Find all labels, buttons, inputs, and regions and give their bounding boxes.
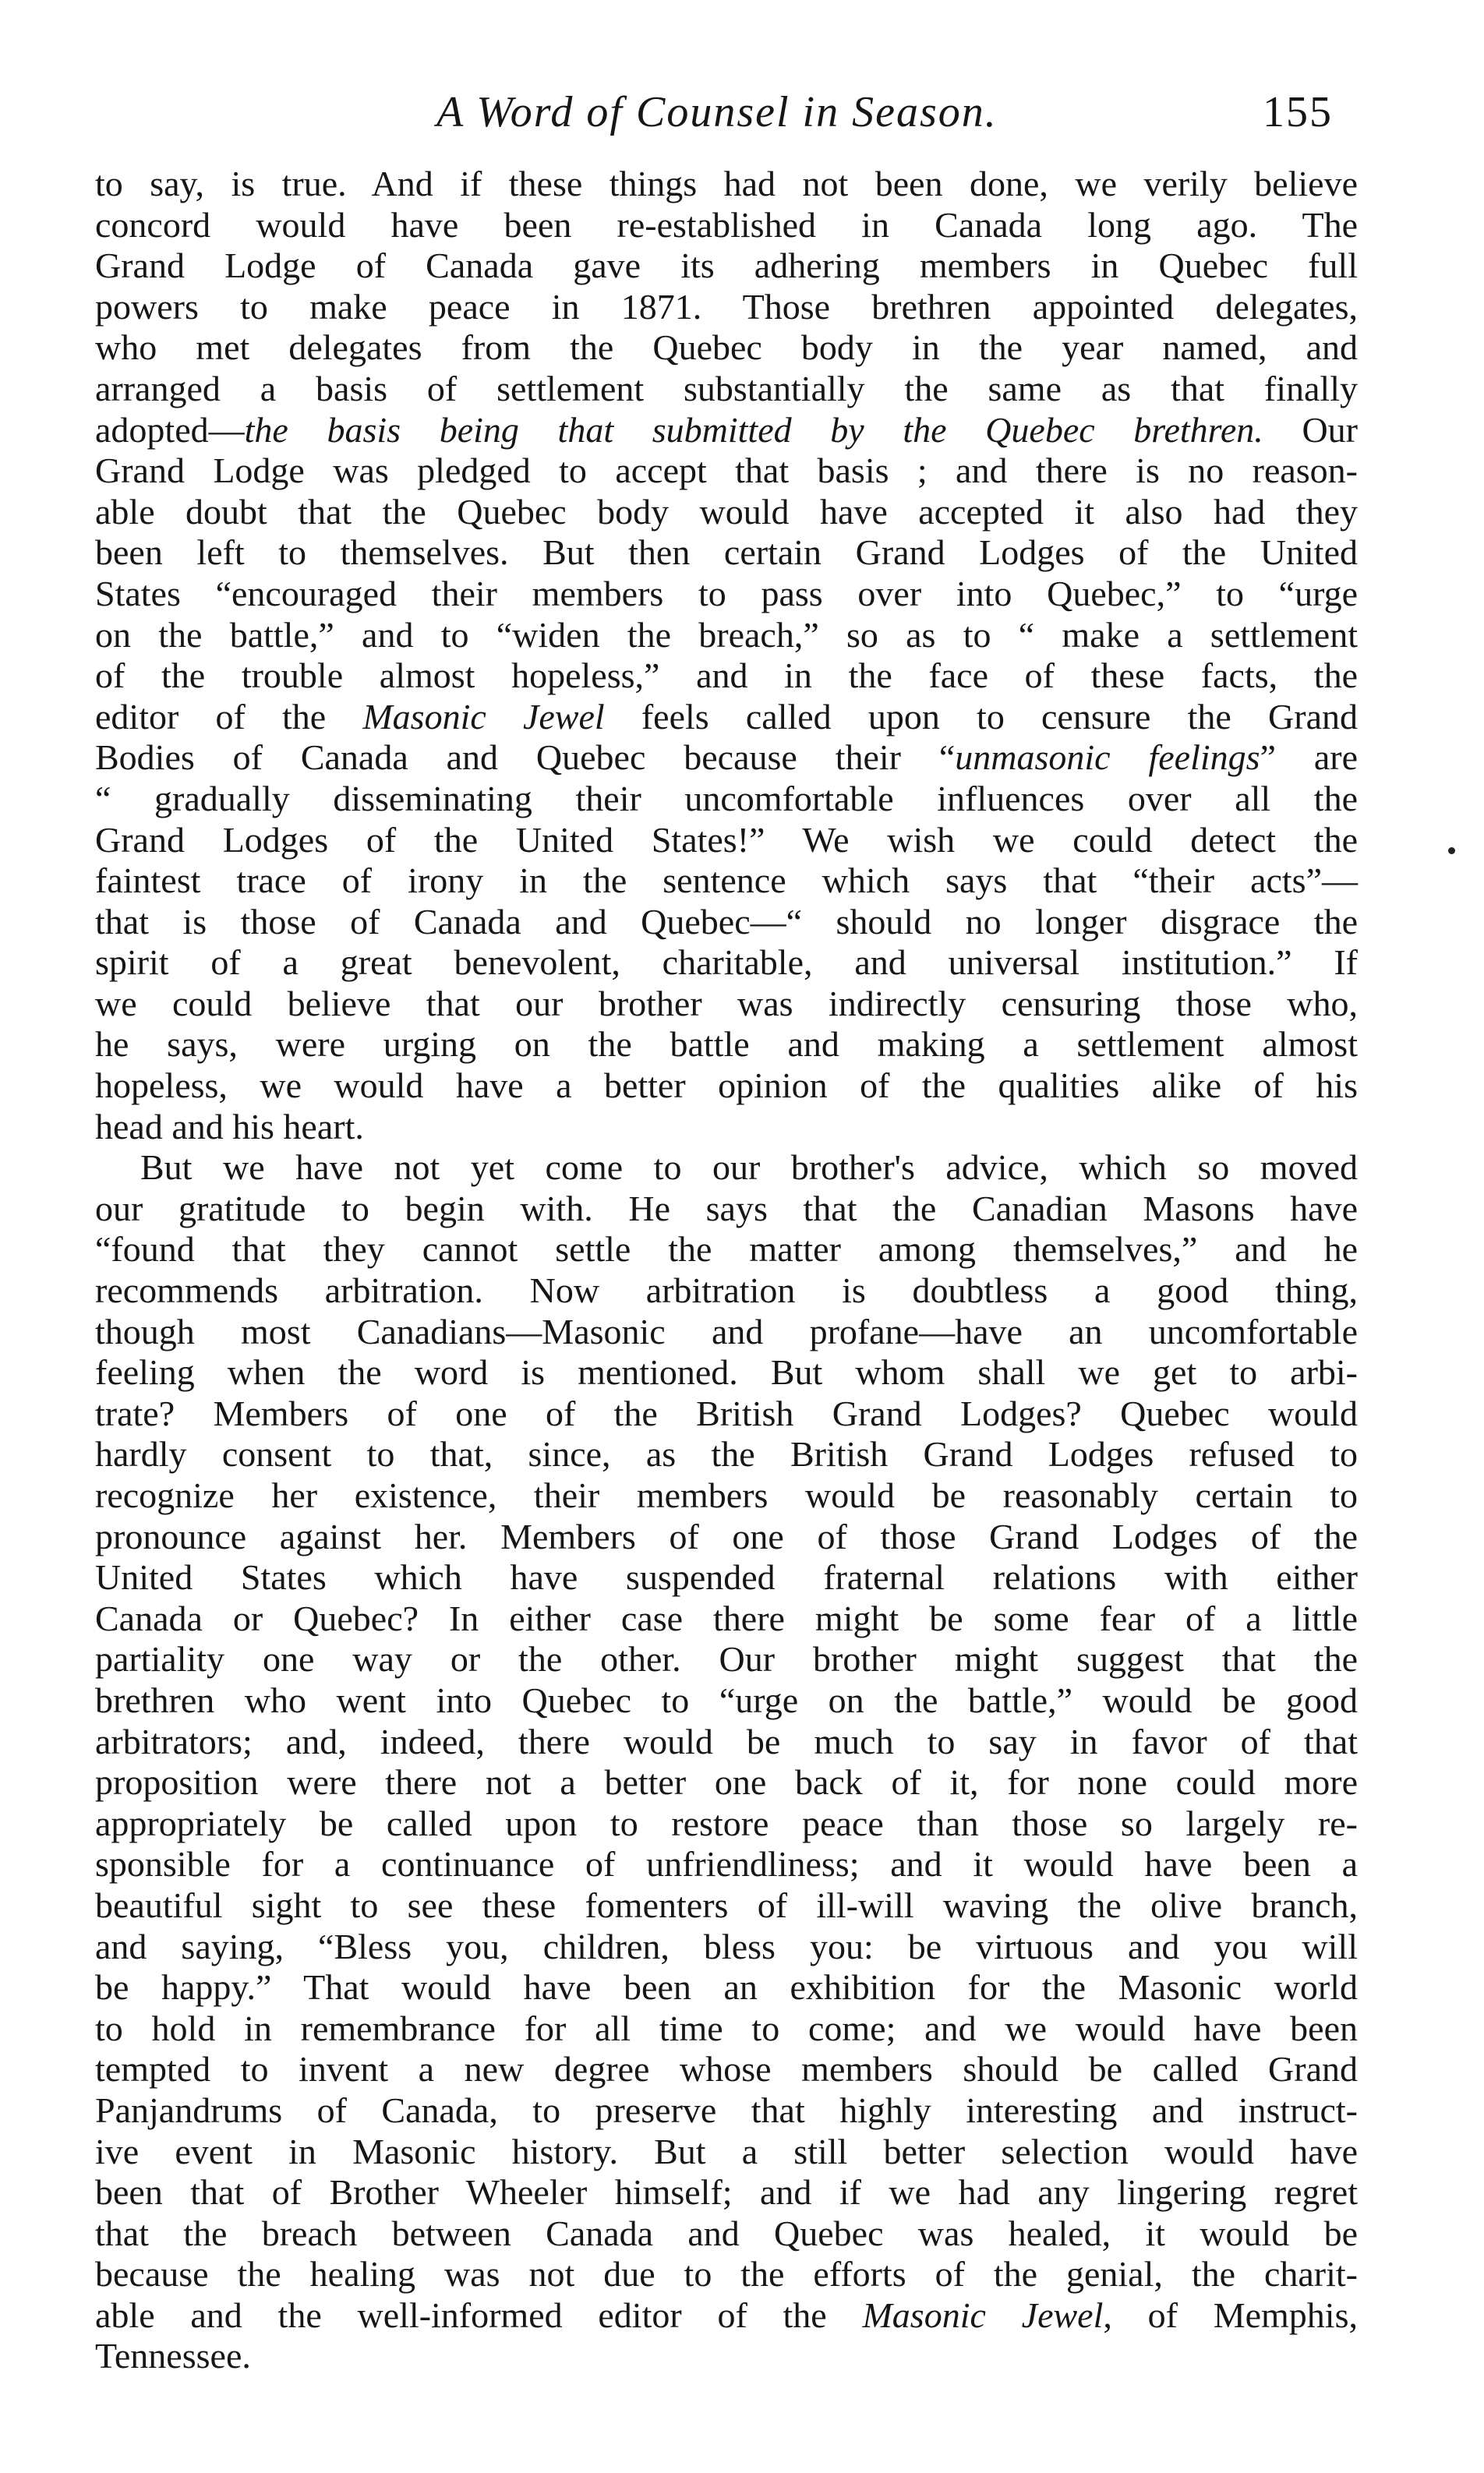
text-line	[95, 1599, 1358, 1640]
text-segment: though most Canadians—Masonic and profane—have an uncomfortable	[95, 1311, 1358, 1351]
text-line	[95, 942, 1358, 984]
page-number: 155	[1263, 88, 1333, 136]
text-line	[95, 697, 1358, 738]
text-segment: concord would have been re-established in Canada long ago. The	[95, 204, 1358, 245]
text-line	[95, 2336, 1358, 2377]
text-segment: able doubt that the Quebec body would have accepted it also had they	[95, 491, 1358, 532]
text-line	[95, 902, 1358, 943]
text-segment: adopted—	[95, 409, 245, 450]
italic-text-segment: Masonic Jewel	[362, 696, 605, 737]
text-line	[95, 1312, 1358, 1353]
margin-dot-mark	[1448, 847, 1455, 854]
text-line	[95, 287, 1358, 328]
text-segment: appropriately be called upon to restore peace than those so largely re-	[95, 1803, 1358, 1843]
text-line	[95, 1107, 1358, 1148]
text-segment: of the trouble almost hopeless,” and in the face of these facts, the	[95, 655, 1358, 696]
text-line	[95, 2213, 1358, 2255]
text-line	[95, 2172, 1358, 2213]
text-segment: he says, were urging on the battle and making a settlement almost	[95, 1024, 1358, 1065]
text-segment: Bodies of Canada and Quebec because their “	[95, 737, 956, 778]
text-line	[95, 1189, 1358, 1230]
text-line	[95, 1394, 1358, 1435]
text-segment: Tennessee.	[95, 2336, 251, 2376]
text-line	[95, 1352, 1358, 1394]
text-segment: that the breach between Canada and Quebec was healed, it would be	[95, 2213, 1358, 2253]
text-segment: ” are	[1260, 737, 1358, 778]
text-line	[95, 1680, 1358, 1722]
text-segment: head and his heart.	[95, 1106, 364, 1146]
text-segment: trate? Members of one of the British Grand Lodges? Quebec would	[95, 1393, 1358, 1433]
text-segment: tempted to invent a new degree whose members should be called Grand	[95, 2049, 1358, 2090]
text-segment: been left to themselves. But then certain Grand Lodges of the United	[95, 532, 1358, 573]
text-segment: recommends arbitration. Now arbitration is doubtless a good thing,	[95, 1270, 1358, 1311]
text-line	[95, 2254, 1358, 2295]
text-segment: who met delegates from the Quebec body in the year named, and	[95, 327, 1358, 368]
text-segment: hopeless, we would have a better opinion of the qualities alike of his	[95, 1065, 1358, 1106]
text-segment: United States which have suspended fraternal relations with either	[95, 1557, 1358, 1598]
text-segment: Canada or Quebec? In either case there might be some fear of a little	[95, 1598, 1358, 1638]
text-line	[95, 1475, 1358, 1517]
text-segment: that is those of Canada and Quebec—“ should no longer disgrace the	[95, 901, 1358, 942]
text-segment: ive event in Masonic history. But a still better selection would have	[95, 2131, 1358, 2171]
text-line	[95, 2295, 1358, 2337]
text-segment: been that of Brother Wheeler himself; and if we had any lingering regret	[95, 2172, 1358, 2213]
text-segment: pronounce against her. Members of one of those Grand Lodges of the	[95, 1516, 1358, 1556]
text-line	[95, 1557, 1358, 1599]
text-line	[95, 615, 1358, 656]
text-segment: States “encouraged their members to pass over into Quebec,” to “urge	[95, 573, 1358, 613]
text-line	[95, 860, 1358, 902]
text-segment: spirit of a great benevolent, charitable, and universal institution.” If	[95, 942, 1358, 983]
text-line	[95, 779, 1358, 820]
text-segment: “ gradually disseminating their uncomfortable influences over all the	[95, 778, 1358, 818]
text-line	[95, 164, 1358, 205]
text-segment: , of Memphis,	[1103, 2295, 1358, 2335]
text-segment: faintest trace of irony in the sentence which says that “their acts”—	[95, 860, 1358, 901]
text-segment: be happy.” That would have been an exhibition for the Masonic world	[95, 1967, 1358, 2008]
text-segment: to hold in remembrance for all time to come; and we would have been	[95, 2008, 1358, 2048]
italic-text-segment: Masonic Jewel	[862, 2295, 1104, 2335]
text-line	[95, 205, 1358, 246]
text-segment: we could believe that our brother was indirectly censuring those who,	[95, 983, 1358, 1023]
text-line	[95, 1967, 1358, 2008]
text-segment: able and the well-informed editor of the	[95, 2295, 863, 2335]
text-line	[95, 984, 1358, 1025]
text-line	[95, 532, 1358, 574]
text-line	[95, 1024, 1358, 1065]
text-line	[95, 492, 1358, 533]
text-line	[95, 1065, 1358, 1107]
text-line	[95, 1762, 1358, 1804]
text-segment: feeling when the word is mentioned. But whom shall we get to arbi-	[95, 1352, 1358, 1393]
text-line	[95, 1147, 1358, 1189]
text-segment: feels called upon to censure the Grand	[604, 696, 1358, 737]
text-segment: Grand Lodge was pledged to accept that basis ; and there is no reason-	[95, 450, 1358, 491]
text-line	[95, 1885, 1358, 1927]
text-segment: to say, is true. And if these things had not been done, we verily believe	[95, 164, 1358, 203]
text-line	[95, 1517, 1358, 1558]
text-line	[95, 820, 1358, 861]
text-segment: hardly consent to that, since, as the British Grand Lodges refused to	[95, 1434, 1358, 1475]
text-line	[95, 1844, 1358, 1885]
text-line	[95, 246, 1358, 287]
text-segment: proposition were there not a better one back of it, for none could more	[95, 1762, 1358, 1803]
paragraph	[95, 164, 1358, 1147]
running-title: A Word of Counsel in Season.	[436, 88, 998, 136]
italic-text-segment: unmasonic feelings	[955, 737, 1260, 778]
text-segment: recognize her existence, their members would be reasonably certain to	[95, 1475, 1358, 1515]
text-line	[95, 450, 1358, 492]
text-line	[95, 369, 1358, 410]
text-line	[95, 2132, 1358, 2173]
text-segment: Grand Lodge of Canada gave its adhering members in Quebec full	[95, 246, 1358, 286]
text-segment: beautiful sight to see these fomenters of ill-will waving the olive branch,	[95, 1885, 1358, 1925]
text-segment: sponsible for a continuance of unfriendliness; and it would have been a	[95, 1844, 1358, 1885]
text-segment: powers to make peace in 1871. Those brethren appointed delegates,	[95, 286, 1358, 327]
text-segment: editor of the	[95, 696, 363, 737]
text-line	[95, 1639, 1358, 1680]
text-segment: on the battle,” and to “widen the breach,” so as to “ make a settlement	[95, 614, 1358, 655]
text-line	[95, 737, 1358, 779]
text-line	[95, 1229, 1358, 1270]
text-segment: partiality one way or the other. Our brother might suggest that the	[95, 1639, 1358, 1680]
text-segment: and saying, “Bless you, children, bless you: be virtuous and you will	[95, 1926, 1358, 1966]
text-line	[95, 1927, 1358, 1968]
running-head	[436, 87, 1333, 142]
text-line	[95, 1722, 1358, 1763]
italic-text-segment: the basis being that submitted by the Quebec brethren.	[244, 409, 1263, 450]
text-line	[95, 2008, 1358, 2050]
text-segment: arbitrators; and, indeed, there would be much to say in favor of that	[95, 1721, 1358, 1761]
text-line	[95, 2090, 1358, 2132]
text-line	[95, 1270, 1358, 1312]
text-segment: because the healing was not due to the efforts of the genial, the charit-	[95, 2254, 1358, 2295]
text-segment: Panjandrums of Canada, to preserve that highly interesting and instruct-	[95, 2090, 1358, 2130]
text-segment: But we have not yet come to our brother's advice, which so moved	[140, 1147, 1358, 1188]
text-line	[95, 655, 1358, 697]
text-line	[95, 1804, 1358, 1845]
text-segment: “found that they cannot settle the matter among themselves,” and he	[95, 1229, 1358, 1270]
text-line	[95, 327, 1358, 369]
text-segment: Our	[1263, 409, 1358, 450]
paragraph	[95, 1147, 1358, 2377]
text-line	[95, 574, 1358, 615]
text-line	[95, 1434, 1358, 1475]
text-segment: arranged a basis of settlement substantially the same as that finally	[95, 368, 1358, 408]
text-line	[95, 2049, 1358, 2090]
text-segment: our gratitude to begin with. He says that the Canadian Masons have	[95, 1188, 1358, 1228]
body-text	[95, 164, 1358, 2377]
text-segment: brethren who went into Quebec to “urge on the battle,” would be good	[95, 1680, 1358, 1720]
text-line	[95, 410, 1358, 451]
text-segment: Grand Lodges of the United States!” We wish we could detect the	[95, 819, 1358, 860]
